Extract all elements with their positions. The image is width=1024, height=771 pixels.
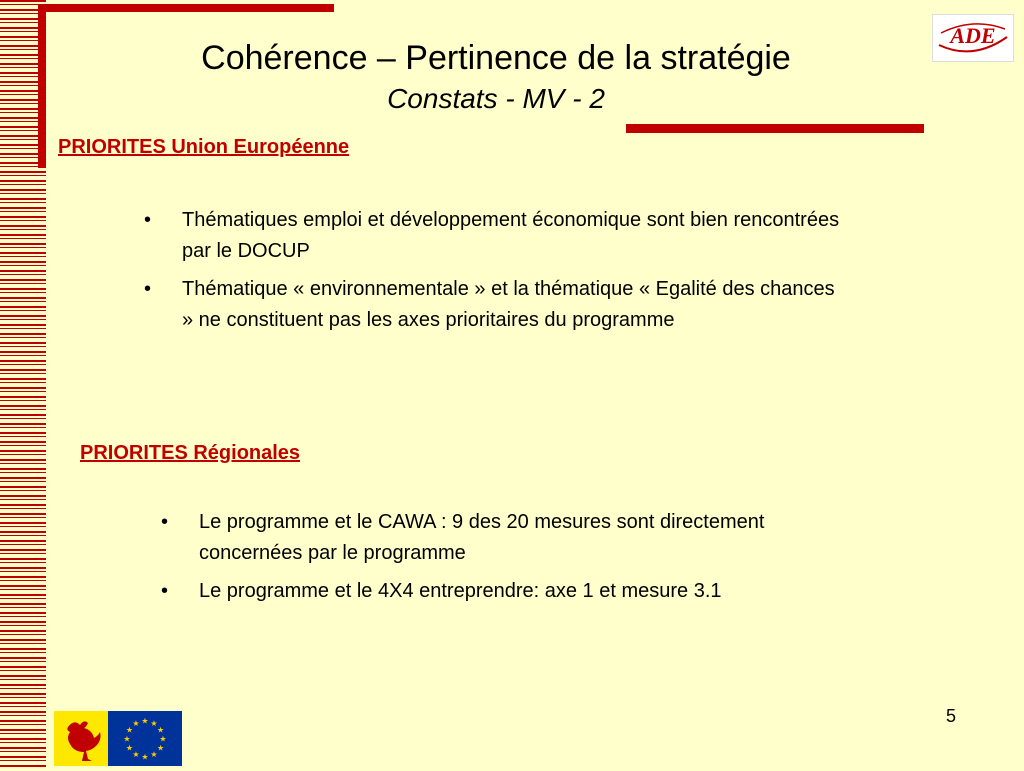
eu-star-icon: ★: [157, 725, 165, 735]
eu-star-icon: ★: [141, 716, 149, 726]
eu-star-icon: ★: [123, 734, 131, 744]
decorative-right-bar: [626, 124, 924, 133]
decorative-top-bar: [38, 4, 334, 12]
page-number: 5: [946, 706, 957, 726]
decorative-vertical-bar: [38, 8, 46, 168]
eu-star-icon: ★: [150, 750, 158, 760]
eu-star-icon: ★: [150, 718, 158, 728]
slide-subtitle: Constats - MV - 2: [387, 83, 605, 114]
ade-logo: [932, 14, 1014, 62]
bullet-item: • Thématiques emploi et développement économique sont bien rencontrées par le DOCUP: [144, 205, 844, 267]
wallonia-rooster-flag-icon: [54, 711, 108, 766]
eu-star-icon: ★: [132, 750, 140, 760]
section-heading-regional: PRIORITES Régionales: [80, 442, 301, 464]
eu-star-icon: ★: [125, 725, 133, 735]
bullet-list-regional: [161, 507, 811, 614]
eu-star-icon: ★: [125, 743, 133, 753]
slide-title: Cohérence – Pertinence de la stratégie: [201, 39, 791, 77]
bullet-item: • Le programme et le 4X4 entreprendre: axe 1 et mesure 3.1: [161, 576, 811, 607]
eu-star-icon: ★: [157, 743, 165, 753]
eu-star-icon: ★: [141, 752, 149, 762]
section-heading-eu: PRIORITES Union Européenne: [58, 136, 350, 158]
bullet-item: • Le programme et le CAWA : 9 des 20 mesures sont directement concernées par le programme: [161, 507, 811, 569]
eu-flag-icon: [108, 711, 182, 766]
eu-star-icon: ★: [159, 734, 167, 744]
ade-logo-text: ADE: [950, 23, 996, 48]
eu-star-icon: ★: [132, 718, 140, 728]
bullet-list-eu: [144, 205, 844, 343]
bullet-item: • Thématique « environnementale » et la thématique « Egalité des chances » ne constituent pas les axes prioritaires du programme: [144, 274, 844, 336]
